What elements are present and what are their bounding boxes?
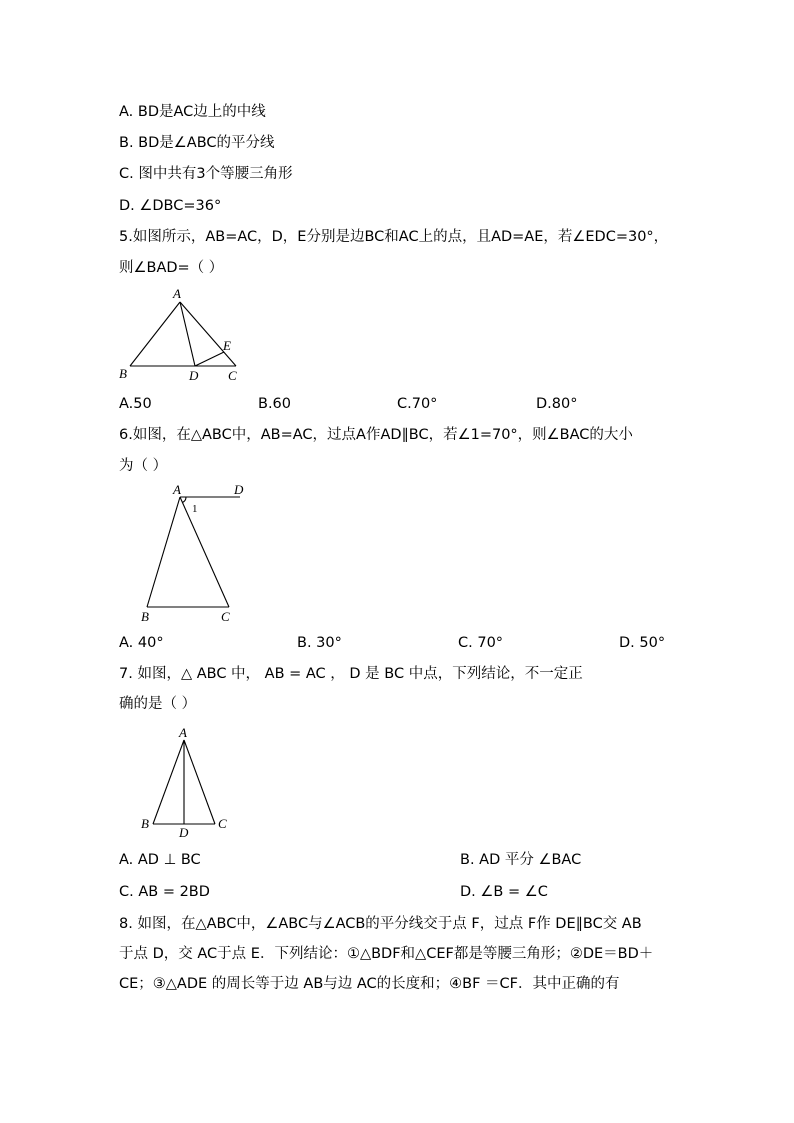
q7-option-b: B. AD 平分 ∠BAC — [460, 852, 582, 868]
q5-option-b: B.60 — [258, 396, 292, 412]
q5-label-d: D — [189, 368, 199, 383]
q7-label-d: D — [179, 825, 189, 840]
q7-option-c: C. AB = 2BD — [119, 884, 210, 900]
q6-label-d: D — [234, 482, 244, 497]
q8-stem-line3: CE；③△ADE 的周长等于边 AB与边 AC的长度和；④BF ＝CF．其中正确的有 — [119, 976, 620, 992]
q5-stem-line1: 5.如图所示，AB=AC，D，E分别是边BC和AC上的点，且AD=AE，若∠EDC=30°， — [119, 229, 669, 245]
q7-label-c: C — [218, 816, 227, 831]
q5-label-c: C — [228, 368, 237, 383]
q6-label-c: C — [221, 609, 230, 624]
q6-option-b: B. 30° — [297, 635, 342, 651]
q6-label-b: B — [141, 609, 149, 624]
q5-label-a: A — [173, 286, 181, 301]
q4-option-d: D. ∠DBC=36° — [119, 198, 222, 214]
q7-option-d: D. ∠B = ∠C — [460, 884, 548, 900]
q7-segment-ab — [153, 740, 184, 824]
q7-option-a: A. AD ⊥ BC — [119, 852, 201, 868]
q7-label-a: A — [179, 725, 187, 740]
q6-label-a: A — [173, 482, 181, 497]
q7-segment-ac — [184, 740, 215, 824]
q7-label-b: B — [141, 816, 149, 831]
q4-option-b: B. BD是∠ABC的平分线 — [119, 135, 275, 151]
q5-option-d: D.80° — [536, 396, 578, 412]
q6-stem-line1: 6.如图，在△ABC中，AB=AC，过点A作AD∥BC，若∠1=70°，则∠BAC的大小 — [119, 427, 633, 443]
q6-stem-line2: 为（ ） — [119, 458, 168, 474]
q5-stem-line2: 则∠BAD=（ ） — [119, 260, 224, 276]
q4-option-a: A. BD是AC边上的中线 — [119, 104, 266, 120]
q5-option-a: A.50 — [119, 396, 152, 412]
q6-label-angle1: 1 — [192, 503, 198, 515]
q5-label-b: B — [119, 366, 127, 381]
q5-option-c: C.70° — [397, 396, 438, 412]
q8-stem-line1: 8. 如图，在△ABC中，∠ABC与∠ACB的平分线交于点 F，过点 F作 DE∥BC交 AB — [119, 916, 642, 932]
q6-option-a: A. 40° — [119, 635, 164, 651]
q6-option-d: D. 50° — [619, 635, 666, 651]
q7-stem-line1: 7. 如图，△ ABC 中， AB = AC ， D 是 BC 中点，下列结论，不一定正 — [119, 666, 583, 682]
q7-stem-line2: 确的是（ ） — [119, 696, 197, 712]
q8-stem-line2: 于点 D，交 AC于点 E．下列结论：①△BDF和△CEF都是等腰三角形；②DE＝BD＋ — [119, 946, 654, 962]
q5-label-e: E — [223, 338, 231, 353]
q6-option-c: C. 70° — [458, 635, 504, 651]
q4-option-c: C. 图中共有3个等腰三角形 — [119, 166, 293, 182]
